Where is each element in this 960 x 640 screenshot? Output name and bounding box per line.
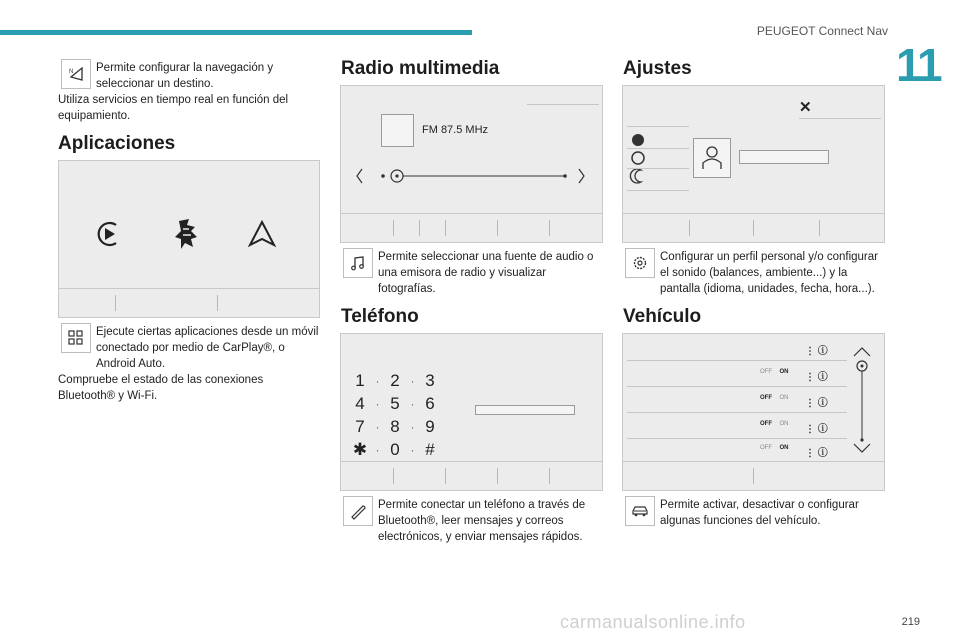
vehiculo-text: Permite activar, desactivar o configurar algunas funciones del vehículo. <box>660 499 859 527</box>
more-options-icon[interactable]: ⋮ ⓘ <box>805 424 828 435</box>
radio-title: Radio multimedia <box>341 58 500 79</box>
function-toggle[interactable]: OFF ON <box>760 421 789 427</box>
nav-intro-text1: Permite configurar la navegación y seleccionar un destino. <box>96 62 274 90</box>
function-toggle[interactable]: OFF ON <box>760 395 789 401</box>
ajustes-text: Configurar un perfil personal y/o configurar el sonido (balances, ambiente...) y la pantalla (idioma, unidades, fecha, hora...). <box>660 251 878 295</box>
key[interactable]: 8 <box>390 416 400 436</box>
peugeot-lion-icon <box>171 217 203 251</box>
phone-number-field[interactable] <box>475 405 575 415</box>
key[interactable]: 5 <box>390 393 400 413</box>
phone-keypad: 1 · 2 · 3 4 · 5 · 6 7 · 8 · 9 ✱ · 0 · # <box>351 369 439 461</box>
more-options-icon[interactable]: ⋮ ⓘ <box>805 372 828 383</box>
close-icon[interactable]: ✕ <box>799 99 812 116</box>
vehiculo-screen <box>622 333 885 491</box>
key[interactable]: 2 <box>390 370 400 390</box>
scroll-bar[interactable] <box>849 344 875 456</box>
telefono-screen <box>340 333 603 491</box>
svg-text:N: N <box>69 69 74 75</box>
radio-screen <box>340 85 603 243</box>
header-title: PEUGEOT Connect Nav <box>756 24 888 38</box>
radio-text-a <box>378 249 606 297</box>
chapter-number: 11 <box>896 39 941 91</box>
ajustes-screen <box>622 85 885 243</box>
key[interactable]: 3 <box>425 370 435 390</box>
aplicaciones-screen <box>58 160 320 318</box>
more-options-icon[interactable]: ⋮ ⓘ <box>805 398 828 409</box>
radio-text: Permite seleccionar una fuente de audio o una emisora de radio y visualizar fotografías. <box>378 251 594 295</box>
ajustes-side-icons <box>629 126 649 186</box>
phone-icon <box>343 496 373 526</box>
function-toggle[interactable]: OFF ON <box>760 369 789 375</box>
key[interactable]: # <box>425 439 435 459</box>
key[interactable]: 6 <box>425 393 435 413</box>
aplicaciones-title: Aplicaciones <box>58 133 176 154</box>
more-options-icon[interactable]: ⋮ ⓘ <box>805 448 828 459</box>
car-icon <box>625 496 655 526</box>
android-auto-icon <box>247 219 277 249</box>
key[interactable]: ✱ <box>352 439 368 459</box>
ajustes-text-a <box>660 249 888 297</box>
navigation-arrow-icon <box>61 59 91 89</box>
apps-grid-icon <box>61 323 91 353</box>
aplicaciones-text2: Compruebe el estado de las conexiones Bluetooth® y Wi-Fi. <box>58 374 264 402</box>
telefono-text: Permite conectar un teléfono a través de Bluetooth®, leer mensajes y correos electrónicos, y enviar mensajes rápidos. <box>378 499 586 543</box>
nav-intro-text2: Utiliza servicios en tiempo real en función del equipamiento. <box>58 94 289 122</box>
telefono-title: Teléfono <box>341 306 419 327</box>
aplicaciones-text1: Ejecute ciertas aplicaciones desde un móvil conectado por medio de CarPlay®, o Android Auto. <box>96 326 319 370</box>
music-note-icon <box>343 248 373 278</box>
carplay-icon <box>94 219 124 249</box>
telefono-text-a <box>378 497 604 545</box>
header-accent-bar <box>0 30 472 35</box>
radio-seek-bar <box>355 166 591 186</box>
key[interactable]: 0 <box>390 439 400 459</box>
profile-icon[interactable] <box>693 138 731 178</box>
watermark: carmanualsonline.info <box>560 612 746 632</box>
vehiculo-text-a <box>660 497 886 529</box>
page-number: 219 <box>901 616 920 628</box>
key[interactable]: 9 <box>425 416 435 436</box>
vehiculo-title: Vehículo <box>623 306 702 327</box>
settings-gear-icon <box>625 248 655 278</box>
function-toggle[interactable]: OFF ON <box>760 445 789 451</box>
key[interactable]: 7 <box>355 416 365 436</box>
radio-station: FM 87.5 MHz <box>422 124 489 136</box>
key[interactable]: 4 <box>355 393 365 413</box>
more-options-icon[interactable]: ⋮ ⓘ <box>805 346 828 357</box>
ajustes-title: Ajustes <box>623 58 692 79</box>
key[interactable]: 1 <box>355 370 365 390</box>
